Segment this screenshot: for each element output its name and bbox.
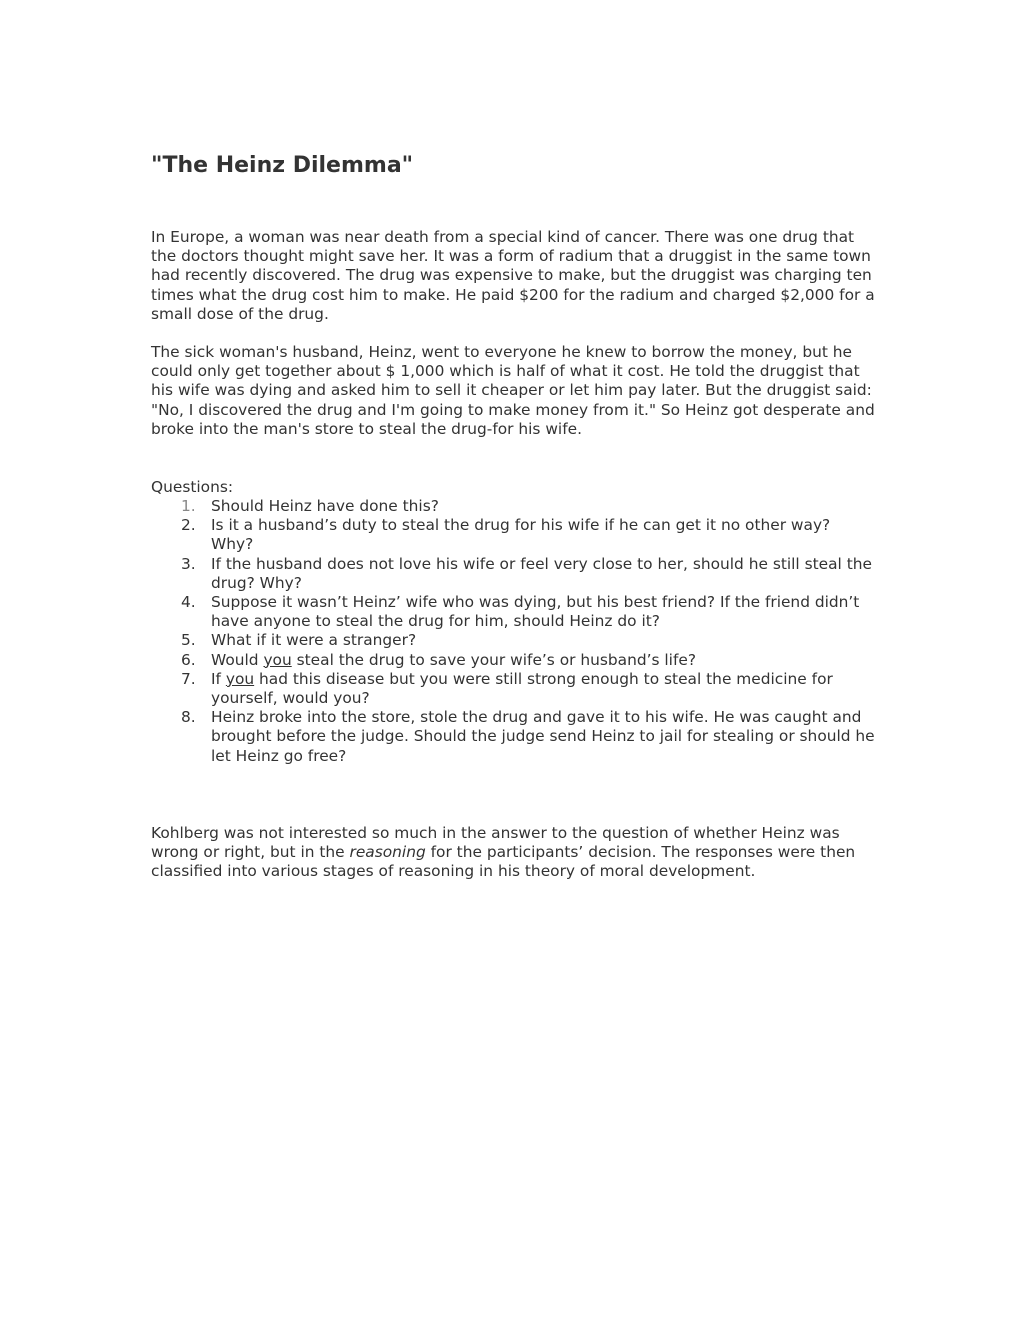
question-text xyxy=(211,651,696,669)
kohlberg-text-pre: Kohlberg was not interested so much in the answer to the question of whether Heinz was wrong or right, but in the xyxy=(151,824,840,862)
question-text-post: had this disease but you were still strong enough to steal the medicine for yourself, would you? xyxy=(211,669,833,708)
question-text xyxy=(211,670,833,707)
question-item xyxy=(151,631,876,650)
question-text: Is it a husband’s duty to steal the drug for his wife if he can get it no other way? Why? xyxy=(211,516,831,554)
question-number: 8. xyxy=(181,708,196,727)
question-text: Should Heinz have done this? xyxy=(211,497,439,515)
emphasis-reasoning: reasoning xyxy=(349,843,426,862)
question-number: 2. xyxy=(181,516,196,535)
story-paragraph-2: The sick woman's husband, Heinz, went to everyone he knew to borrow the money, but he could only get together about $ 1,000 which is half of what it cost. He told the druggist that his wife was dying and asked him to sell it cheaper or let him pay later. But the druggist said: "No, I discovered the drug and I'm going to make money from it." So Heinz got desperate and broke into the man's store to steal the drug-for his wife. xyxy=(151,343,875,438)
question-item xyxy=(151,555,876,593)
question-text-post: steal the drug to save your wife’s or husband’s life? xyxy=(291,650,697,669)
question-number: 4. xyxy=(181,593,196,612)
emphasis-you: you xyxy=(225,669,255,688)
question-item xyxy=(151,651,876,670)
document-title: "The Heinz Dilemma" xyxy=(151,153,414,178)
questions-list xyxy=(151,497,876,766)
question-item xyxy=(151,708,876,766)
question-text: What if it were a stranger? xyxy=(211,631,417,650)
emphasis-you: you xyxy=(263,650,292,669)
question-number: 3. xyxy=(181,554,196,573)
question-number: 6. xyxy=(181,650,196,669)
kohlberg-paragraph xyxy=(151,824,876,882)
kohlberg-text-post: for the participants’ decision. The responses were then classified into various stages of reasoning in his theory of moral development. xyxy=(151,843,856,881)
question-item xyxy=(151,497,876,516)
question-text: Heinz broke into the store, stole the drug and gave it to his wife. He was caught and brought before the judge. Should the judge send Heinz to jail for stealing or should he let Heinz go free? xyxy=(211,708,875,765)
question-text-pre: Would xyxy=(211,650,264,669)
story-paragraph-1: In Europe, a woman was near death from a special kind of cancer. There was one drug that the doctors thought might save her. It was a form of radium that a druggist in the same town had recently discovered. The drug was expensive to make, but the druggist was charging ten times what the drug cost him to make. He paid $200 for the radium and charged $2,000 for a small dose of the drug. xyxy=(151,228,875,323)
question-text: If the husband does not love his wife or feel very close to her, should he still steal the drug? Why? xyxy=(211,554,872,592)
question-text: Suppose it wasn’t Heinz’ wife who was dying, but his best friend? If the friend didn’t have anyone to steal the drug for him, should Heinz do it? xyxy=(211,593,860,631)
question-item xyxy=(151,516,876,554)
question-number: 7. xyxy=(181,669,196,688)
question-item xyxy=(151,670,876,708)
questions-label: Questions: xyxy=(151,478,234,496)
question-number: 1. xyxy=(181,497,196,515)
question-number: 5. xyxy=(181,631,196,650)
question-text-pre: If xyxy=(211,669,226,688)
question-item xyxy=(151,593,876,631)
